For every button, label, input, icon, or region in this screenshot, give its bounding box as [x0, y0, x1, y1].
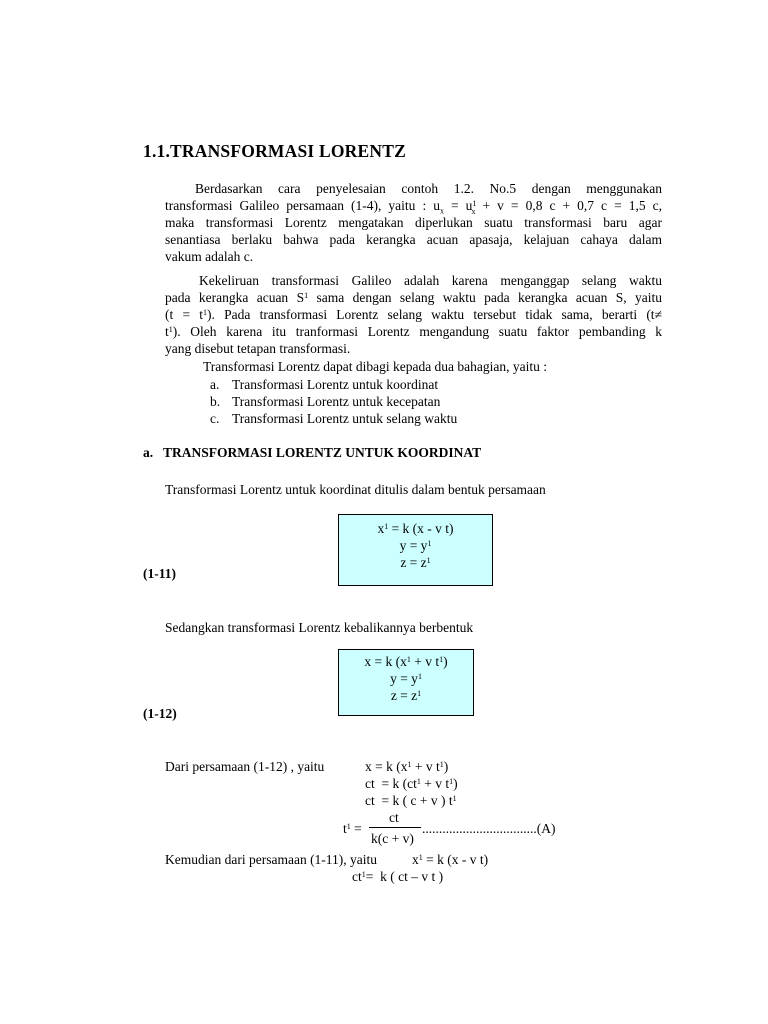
para2-line5: yang disebut tetapan transformasi.: [165, 341, 351, 356]
eq1-line1: $x^1 = k$ (x - v t): [377, 521, 454, 536]
fraction-numerator: ct: [389, 810, 399, 825]
list-item-b: b. Transformasi Lorentz untuk kecepatan: [210, 394, 441, 409]
eq1-line2: $y = y^1$: [399, 538, 432, 553]
equation-ref-a: ..................................(A): [422, 821, 556, 836]
eq1-line3: $z = z^1$: [400, 555, 431, 570]
para1-line4: senantiasa berlaku bahwa pada kerangka acuan apasaja, kelajuan cahaya dalam: [165, 232, 662, 247]
eq2-line3: $z = z^1$: [390, 688, 422, 703]
paragraph-3: Transformasi Lorentz dapat dibagi kepada dua bahagian, yaitu :: [203, 359, 548, 374]
deriv-intro-1-11: Kemudian dari persamaan (1-11), yaitu: [165, 852, 378, 867]
para1-line1: Berdasarkan cara penyelesaian contoh 1.2. No.5 dengan menggunakan: [195, 181, 662, 196]
deriv-line3: ct = k ( c + v ) $t^1$: [365, 793, 457, 808]
eq2-line1: x = k ($x^1 + v$ $t^1$): [364, 654, 448, 669]
equation-box-1-11: [338, 514, 493, 586]
deriv-line5: $x^1 = k$ (x - v t): [412, 852, 489, 867]
list-item-a: a. Transformasi Lorentz untuk koordinat: [210, 377, 439, 392]
fraction-bar: [369, 827, 421, 828]
equation-label-1-12: (1-12): [143, 706, 177, 721]
para2-line2: pada kerangka acuan $S^1$ sama dengan selang waktu pada kerangka acuan S, yaitu: [165, 290, 662, 305]
para1-line2: transformasi Galileo persamaan (1-4), yaitu : $u_x = u^1_x + v = 0,8$ c + 0,7 c = 1,5 c,: [165, 198, 663, 216]
page-title: 1.1.TRANSFORMASI LORENTZ: [143, 141, 406, 161]
section-heading-a: a. TRANSFORMASI LORENTZ UNTUK KOORDINAT: [143, 445, 482, 460]
deriv-line6: $ct^1= k$ ( ct – v t ): [352, 869, 444, 884]
fraction-denominator: k(c + v): [371, 831, 414, 846]
para2-line1: Kekeliruan transformasi Galileo adalah karena menganggap selang waktu: [199, 273, 662, 288]
para1-line5: vakum adalah c.: [165, 249, 254, 264]
list-item-c: c. Transformasi Lorentz untuk selang waktu: [210, 411, 458, 426]
intro-kebalikan: Sedangkan transformasi Lorentz kebalikannya berbentuk: [165, 620, 474, 635]
intro-koordinat: Transformasi Lorentz untuk koordinat ditulis dalam bentuk persamaan: [165, 482, 546, 497]
para2-line3: $(t = t^1)$. Pada transformasi Lorentz selang waktu tersebut tidak sama, berarti (t≠: [165, 307, 662, 322]
deriv-intro-1-12: Dari persamaan (1-12) , yaitu: [165, 759, 325, 774]
para2-line4: $t^1$). Oleh karena itu tranformasi Lorentz mengandung suatu faktor pembanding k: [165, 324, 662, 339]
deriv-line1: x = k ($x^1 + v$ $t^1$): [365, 759, 449, 774]
equation-label-1-11: (1-11): [143, 566, 176, 581]
para1-line3: maka transformasi Lorentz mengatakan diperlukan suatu transformasi baru agar: [165, 215, 662, 230]
paragraph-2: [165, 272, 662, 357]
paragraph-1: [165, 180, 662, 265]
equation-box-1-12: [338, 649, 474, 716]
deriv-t1-lhs: $t^1$ =: [343, 821, 362, 836]
deriv-line2: ct = k ($ct^1 + v$ $t^1$): [365, 776, 458, 791]
eq2-line2: $y = y^1$: [390, 671, 422, 686]
